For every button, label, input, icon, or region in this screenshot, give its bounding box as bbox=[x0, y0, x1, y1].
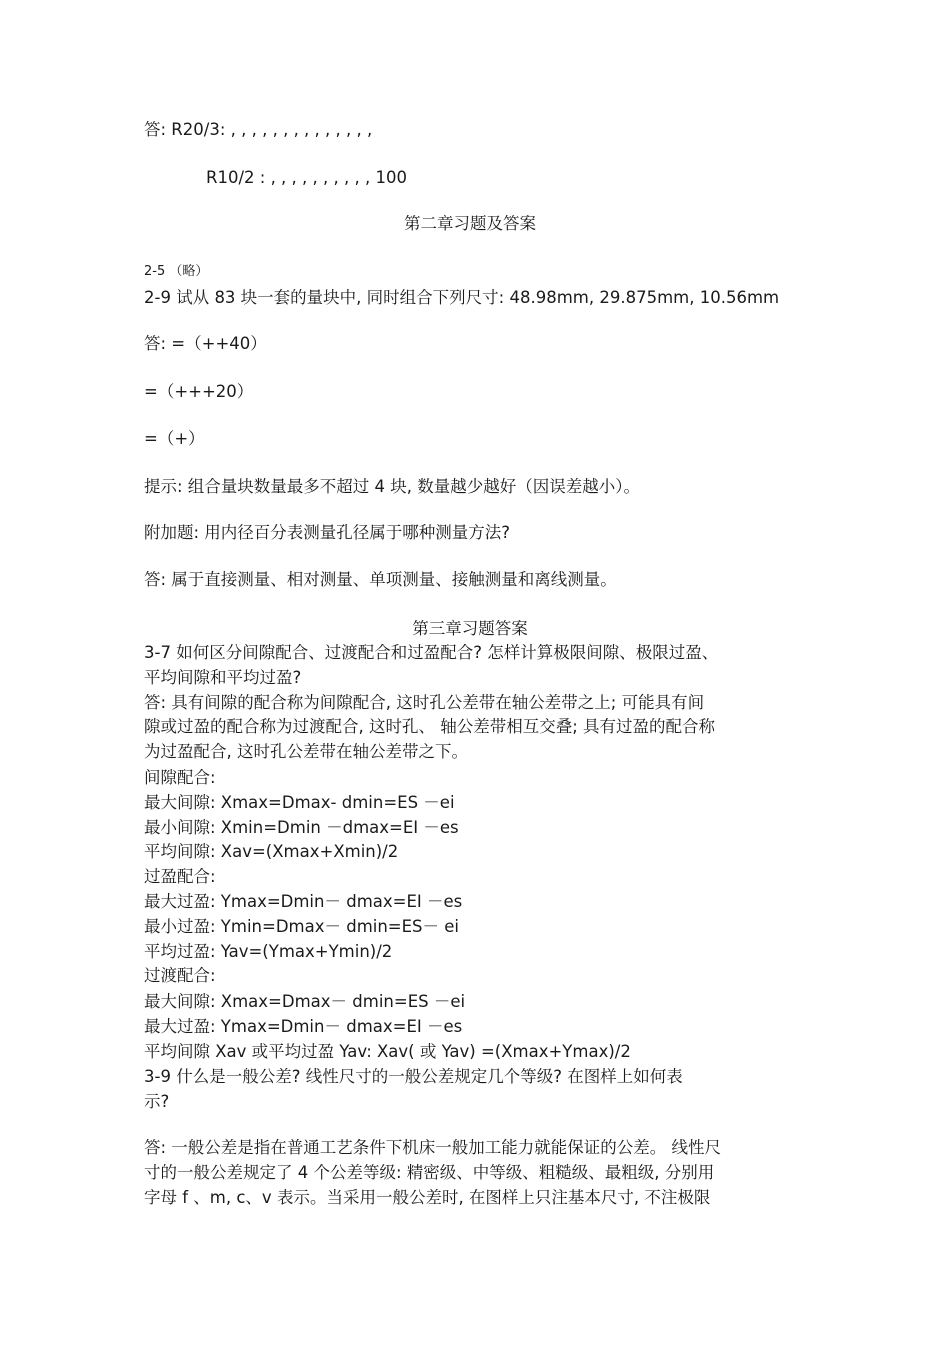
max-clearance-formula: 最大间隙: Xmax=Dmax- dmin=ES －ei bbox=[144, 793, 455, 812]
answer-3-9-line3: 字母 f 、m, c、v 表示。当采用一般公差时, 在图样上只注基本尺寸, 不注极限 bbox=[144, 1188, 711, 1207]
min-interference-formula: 最小过盈: Ymin=Dmax－ dmin=ES－ ei bbox=[144, 917, 460, 936]
chapter3-title: 第三章习题答案 bbox=[412, 619, 528, 638]
chapter2-title: 第二章习题及答案 bbox=[404, 214, 536, 233]
question-3-7-line1: 3-7 如何区分间隙配合、过渡配合和过盈配合? 怎样计算极限间隙、极限过盈、 bbox=[144, 643, 719, 662]
transition-average: 平均间隙 Xav 或平均过盈 Yav: Xav( 或 Yav) =(Xmax+Ymax)/2 bbox=[144, 1042, 631, 1061]
answer-3-7-line3: 为过盈配合, 这时孔公差带在轴公差带之下。 bbox=[144, 742, 468, 761]
answer-3-7-line1: 答: 具有间隙的配合称为间隙配合, 这时孔公差带在轴公差带之上; 可能具有间 bbox=[144, 693, 705, 712]
avg-interference-formula: 平均过盈: Yav=(Ymax+Ymin)/2 bbox=[144, 942, 393, 961]
extra-answer: 答: 属于直接测量、相对测量、单项测量、接触测量和离线测量。 bbox=[144, 570, 617, 589]
answer-r20: 答: R20/3: , , , , , , , , , , , , , , bbox=[144, 120, 373, 139]
avg-clearance-formula: 平均间隙: Xav=(Xmax+Xmin)/2 bbox=[144, 842, 399, 861]
hint-text: 提示: 组合量块数量最多不超过 4 块, 数量越少越好（因误差越小）。 bbox=[144, 477, 641, 496]
interference-fit-heading: 过盈配合: bbox=[144, 867, 216, 886]
question-2-5: 2-5 （略） bbox=[144, 264, 209, 279]
clearance-fit-heading: 间隙配合: bbox=[144, 768, 216, 787]
transition-fit-heading: 过渡配合: bbox=[144, 966, 216, 985]
question-3-7-line2: 平均间隙和平均过盈? bbox=[144, 668, 302, 687]
max-interference-formula: 最大过盈: Ymax=Dmin－ dmax=EI －es bbox=[144, 892, 463, 911]
question-3-9-line2: 示? bbox=[144, 1092, 170, 1111]
transition-max-interference: 最大过盈: Ymax=Dmin－ dmax=EI －es bbox=[144, 1017, 463, 1036]
answer-2-9-line3: =（+） bbox=[144, 429, 205, 448]
answer-3-9-line2: 寸的一般公差规定了 4 个公差等级: 精密级、中等级、粗糙级、最粗级, 分别用 bbox=[144, 1163, 715, 1182]
question-3-9-line1: 3-9 什么是一般公差? 线性尺寸的一般公差规定几个等级? 在图样上如何表 bbox=[144, 1067, 683, 1086]
min-clearance-formula: 最小间隙: Xmin=Dmin －dmax=EI －es bbox=[144, 818, 459, 837]
question-2-9: 2-9 试从 83 块一套的量块中, 同时组合下列尺寸: 48.98mm, 29.875mm, 10.56mm bbox=[144, 288, 780, 307]
transition-max-clearance: 最大间隙: Xmax=Dmax－ dmin=ES －ei bbox=[144, 992, 466, 1011]
answer-2-9-line2: =（+++20） bbox=[144, 382, 254, 401]
answer-3-9-line1: 答: 一般公差是指在普通工艺条件下机床一般加工能力就能保证的公差。 线性尺 bbox=[144, 1138, 722, 1157]
answer-r10: R10/2 : , , , , , , , , , , 100 bbox=[206, 168, 407, 187]
answer-3-7-line2: 隙或过盈的配合称为过渡配合, 这时孔、 轴公差带相互交叠; 具有过盈的配合称 bbox=[144, 717, 716, 736]
extra-question: 附加题: 用内径百分表测量孔径属于哪种测量方法? bbox=[144, 523, 511, 542]
answer-2-9-line1: 答: =（++40） bbox=[144, 334, 267, 353]
